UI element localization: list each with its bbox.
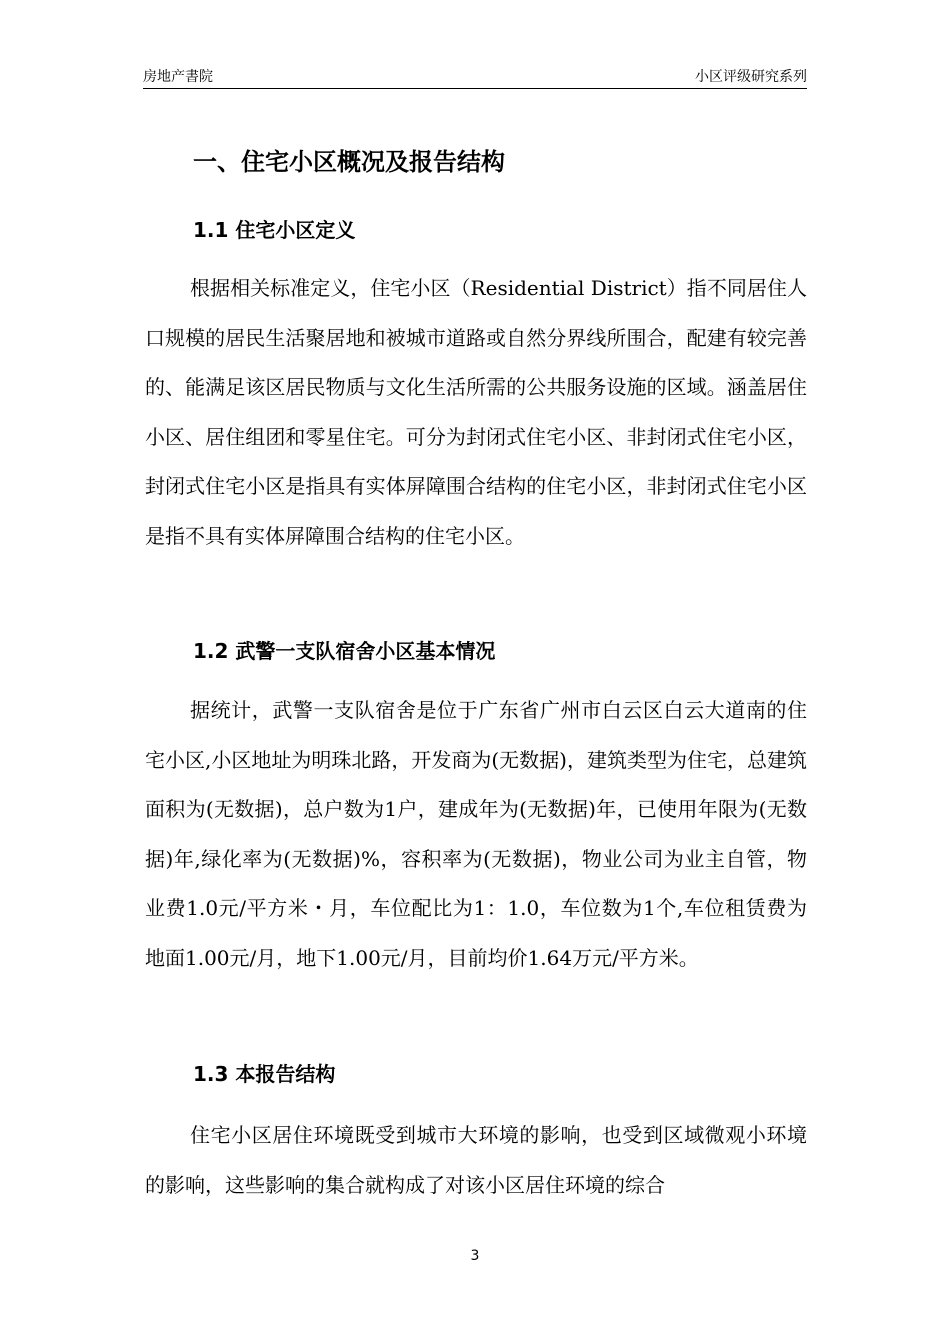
page-header — [143, 62, 807, 89]
header-publisher: 房地产書院 — [143, 69, 213, 85]
paragraph-basic-info: 据统计，武警一支队宿舍是位于广东省广州市白云区白云大道南的住宅小区,小区地址为明珠北路，开发商为(无数据)，建筑类型为住宅，总建筑面积为(无数据)，总户数为1户，建成年为(无数据)年，已使用年限为(无数据)年,绿化率为(无数据)%，容积率为(无数据)，物业公司为业主自管，物业费1.0元/平方米・月，车位配比为1：1.0，车位数为1个,车位租赁费为地面1.00元/月，地下1.00元/月，目前均价1.64万元/平方米。 — [145, 698, 807, 970]
subsection-title-1-2: 1.2 武警一支队宿舍小区基本情况 — [193, 639, 496, 663]
paragraph-definition: 根据相关标准定义，住宅小区（Residential District）指不同居住人口规模的居民生活聚居地和被城市道路或自然分界线所围合，配建有较完善的、能满足该区居民物质与文化生活所需的公共服务设施的区域。涵盖居住小区、居住组团和零星住宅。可分为封闭式住宅小区、非封闭式住宅小区，封闭式住宅小区是指具有实体屏障围合结构的住宅小区，非封闭式住宅小区是指不具有实体屏障围合结构的住宅小区。 — [145, 276, 807, 548]
page-number: 3 — [470, 1248, 480, 1264]
subsection-title-1-1: 1.1 住宅小区定义 — [193, 218, 356, 242]
paragraph-report-structure: 住宅小区居住环境既受到城市大环境的影响，也受到区域微观小环境的影响，这些影响的集合就构成了对该小区居住环境的综合 — [145, 1123, 807, 1197]
header-series: 小区评级研究系列 — [695, 69, 807, 85]
subsection-title-1-3: 1.3 本报告结构 — [193, 1062, 336, 1086]
section-title: 一、住宅小区概况及报告结构 — [193, 148, 505, 176]
